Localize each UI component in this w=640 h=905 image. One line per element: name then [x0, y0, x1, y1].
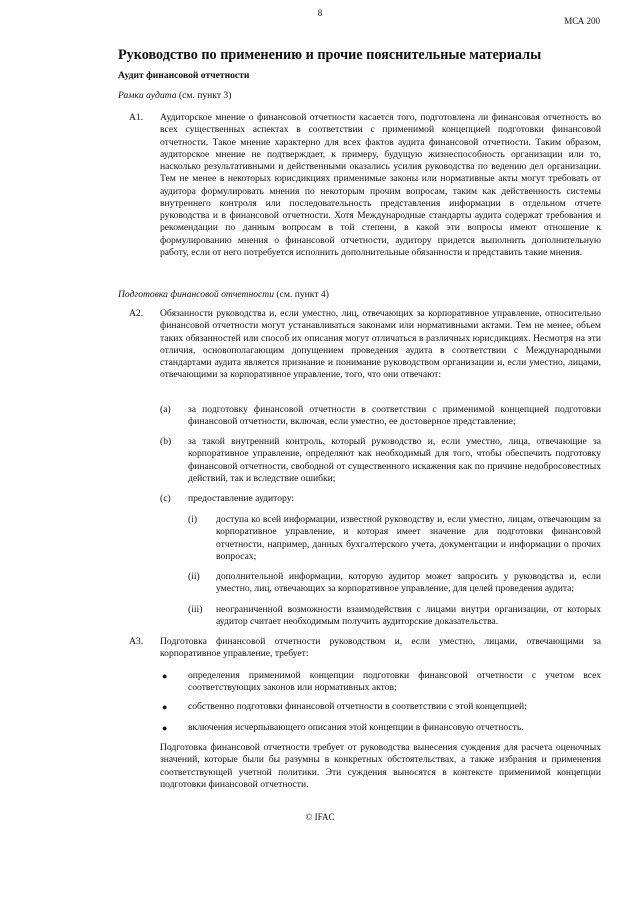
bullet-icon: ● [162, 723, 168, 733]
list-item-c: предоставление аудитору: [188, 493, 295, 504]
paragraph-a3: Подготовка финансовой отчетности руководством и, если уместно, лицами, отвечающими за корпоративное управление, требует: [160, 636, 601, 660]
sublist-marker-iii: (iii) [188, 604, 203, 615]
sublist-item-i: доступа ко всей информации, известной руководству и, если уместно, лицам, отвечающим за корпоративное управление, и которая имеет значение для подготовки финансовой отчетности, например, данных бухгалтерского учета, документации и информации о прочих вопросах; [216, 514, 601, 562]
sublist-marker-ii: (ii) [188, 571, 200, 582]
sublist-item-iii: неограниченной возможности взаимодействия с лицами внутри организации, от которых аудитор считает необходимым получить аудиторские доказательства. [216, 604, 601, 628]
bullet-icon: ● [162, 702, 168, 712]
list-marker-a: (a) [160, 404, 171, 415]
subsection-heading-preparation: Подготовка финансовой отчетности (см. пункт 4) [118, 289, 329, 300]
bullet-item-1: определения применимой концепции подготовки финансовой отчетности с учетом всех соответствующих законов или нормативных актов; [188, 670, 601, 694]
subsection-heading-scope: Рамки аудита (см. пункт 3) [118, 90, 232, 101]
paragraph-a3-closing: Подготовка финансовой отчетности требует от руководства вынесения суждения для расчета оценочных значений, которые были бы разумны в конкретных обстоятельствах, а также избрания и применения соответствующей учетной политики. Эти суждения выносятся в контексте применимой концепции подготовки финансовой отчетности. [160, 742, 601, 790]
list-item-a: за подготовку финансовой отчетности в соответствии с применимой концепцией подготовки финансовой отчетности, включая, если уместно, ее достоверное представление; [188, 404, 601, 428]
bullet-item-3: включения исчерпывающего описания этой концепции в финансовую отчетность. [188, 722, 524, 733]
standard-label: МСА 200 [564, 16, 600, 26]
paragraph-number-a2: A2. [129, 308, 144, 319]
sublist-item-ii: дополнительной информации, которую аудитор может запросить у руководства и, если уместно, лиц, отвечающих за корпоративное управление, для целей проведения аудита; [216, 571, 601, 595]
list-marker-b: (b) [160, 436, 172, 447]
bullet-icon: ● [162, 671, 168, 681]
bullet-item-2: собственно подготовки финансовой отчетности в соответствии с этой концепцией; [188, 701, 527, 712]
sublist-marker-i: (i) [188, 514, 198, 525]
section-subtitle: Аудит финансовой отчетности [118, 70, 250, 81]
list-marker-c: (c) [160, 493, 171, 504]
paragraph-a1: Аудиторское мнение о финансовой отчетности касается того, подготовлена ли финансовая отчетность во всех существенных аспектах в соответствии с применимой концепцией подготовки финансовой отчетности. Такое мнение характерно для всех фактов аудита финансовой отчетности. Таким образом, аудиторское мнение не подтверждает, к примеру, будущую жизнеспособность организации или то, насколько результативными и действенными оказались усилия руководства по ведению дел организации. Тем не менее в некоторых юрисдикциях применимые законы или нормативные акты могут требовать от аудитора формулировать мнения по некоторым прочим вопросам, таким как действенность системы внутреннего контроля или последовательность представления информации в отдельном отчете руководства и в финансовой отчетности. Хотя Международные стандарты аудита содержат требования и рекомендации по данным вопросам в той степени, в какой эти вопросы имеют отношение к формулированию мнения о финансовой отчетности, аудитору придется выполнить дополнительную работу, если от него потребуется исполнить дополнительные обязанности и представить такие мнения. [160, 112, 601, 258]
paragraph-number-a1: A1. [129, 112, 144, 123]
footer-copyright: © IFAC [305, 812, 335, 822]
list-item-b: за такой внутренний контроль, который руководство и, если уместно, лица, отвечающие за корпоративное управление, определяют как необходимый для того, чтобы обеспечить подготовку финансовой отчетности, свободной от существенного искажения как по причине недобросовестных действий, так и вследствие ошибки; [188, 436, 601, 484]
paragraph-number-a3: A3. [129, 636, 144, 647]
page-number: 8 [317, 8, 323, 18]
page-title: Руководство по применению и прочие пояснительные материалы [118, 47, 542, 63]
paragraph-a2: Обязанности руководства и, если уместно, лиц, отвечающих за корпоративное управление, относительно финансовой отчетности могут устанавливаться законами или нормативными актами. Тем не менее, объем таких обязанностей или способ их описания могут отличаться в различных юрисдикциях. Несмотря на эти отличия, основополагающим допущением проведения аудита в соответствии с Международными стандартами аудита является признание и понимание руководством организации и, если уместно, лицами, отвечающими за корпоративное управление, того, что они отвечают: [160, 308, 601, 381]
